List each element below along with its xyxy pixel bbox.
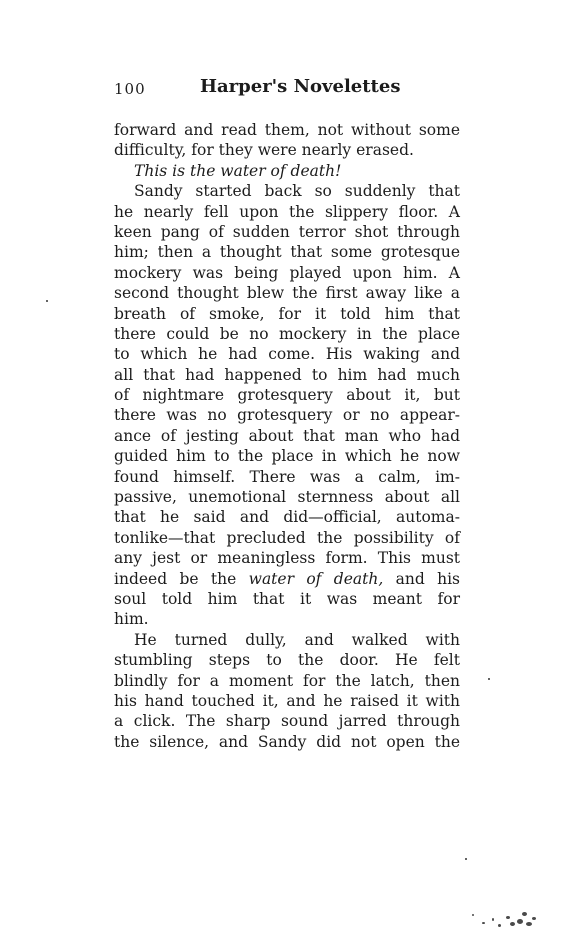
text-line: to which he had come. His waking and bbox=[114, 345, 460, 364]
scan-speck bbox=[465, 858, 467, 860]
text-line: him; then a thought that some grotesque bbox=[114, 243, 460, 262]
text-line: Sandy started back so suddenly that bbox=[134, 182, 460, 201]
text-line: found himself. There was a calm, im- bbox=[114, 467, 460, 486]
text-line: difficulty, for they were nearly erased. bbox=[114, 141, 414, 160]
text-line: all that had happened to him had much bbox=[114, 365, 460, 384]
text-line: soul told him that it was meant for bbox=[114, 589, 460, 608]
text-line: the silence, and Sandy did not open the bbox=[114, 732, 460, 751]
text-line: breath of smoke, for it told him that bbox=[114, 304, 460, 323]
scan-artifact bbox=[470, 900, 540, 934]
text-line: there was no grotesquery or no appear- bbox=[114, 406, 460, 425]
text-line: guided him to the place in which he now bbox=[114, 447, 460, 466]
text-line: any jest or meaningless form. This must bbox=[114, 549, 460, 568]
text-line: He turned dully, and walked with bbox=[134, 630, 460, 649]
text-line: him. bbox=[114, 610, 149, 629]
page-header bbox=[114, 76, 464, 104]
text-line: he nearly fell upon the slippery floor. A bbox=[114, 202, 460, 221]
text-segment: indeed be the bbox=[114, 569, 249, 588]
body-text bbox=[114, 120, 460, 752]
text-line: second thought blew the first away like a bbox=[114, 284, 460, 303]
text-line: keen pang of sudden terror shot through bbox=[114, 222, 460, 241]
text-line: mockery was being played upon him. A bbox=[114, 263, 460, 282]
inscription-line: This is the water of death! bbox=[134, 161, 342, 180]
text-line: ance of jesting about that man who had bbox=[114, 426, 460, 445]
text-line: blindly for a moment for the latch, then bbox=[114, 671, 460, 690]
text-line: stumbling steps to the door. He felt bbox=[114, 651, 460, 670]
emphasized-phrase: water of death, bbox=[248, 569, 384, 588]
scan-speck bbox=[46, 300, 48, 302]
text-line: tonlike—that precluded the possibility of bbox=[114, 528, 460, 547]
text-line: that he said and did—official, automa- bbox=[114, 508, 460, 527]
text-line: forward and read them, not without some bbox=[114, 121, 460, 139]
text-segment: and his bbox=[383, 569, 460, 588]
page-number: 100 bbox=[114, 80, 146, 98]
running-title: Harper's Novelettes bbox=[200, 76, 401, 97]
scan-speck bbox=[488, 678, 490, 680]
text-line: a click. The sharp sound jarred through bbox=[114, 712, 460, 731]
text-line: passive, unemotional sternness about all bbox=[114, 488, 460, 507]
text-line: his hand touched it, and he raised it with bbox=[114, 691, 460, 710]
text-line-with-emphasis bbox=[114, 569, 460, 589]
text-line: there could be no mockery in the place bbox=[114, 324, 460, 343]
text-line: of nightmare grotesquery about it, but bbox=[114, 386, 460, 405]
